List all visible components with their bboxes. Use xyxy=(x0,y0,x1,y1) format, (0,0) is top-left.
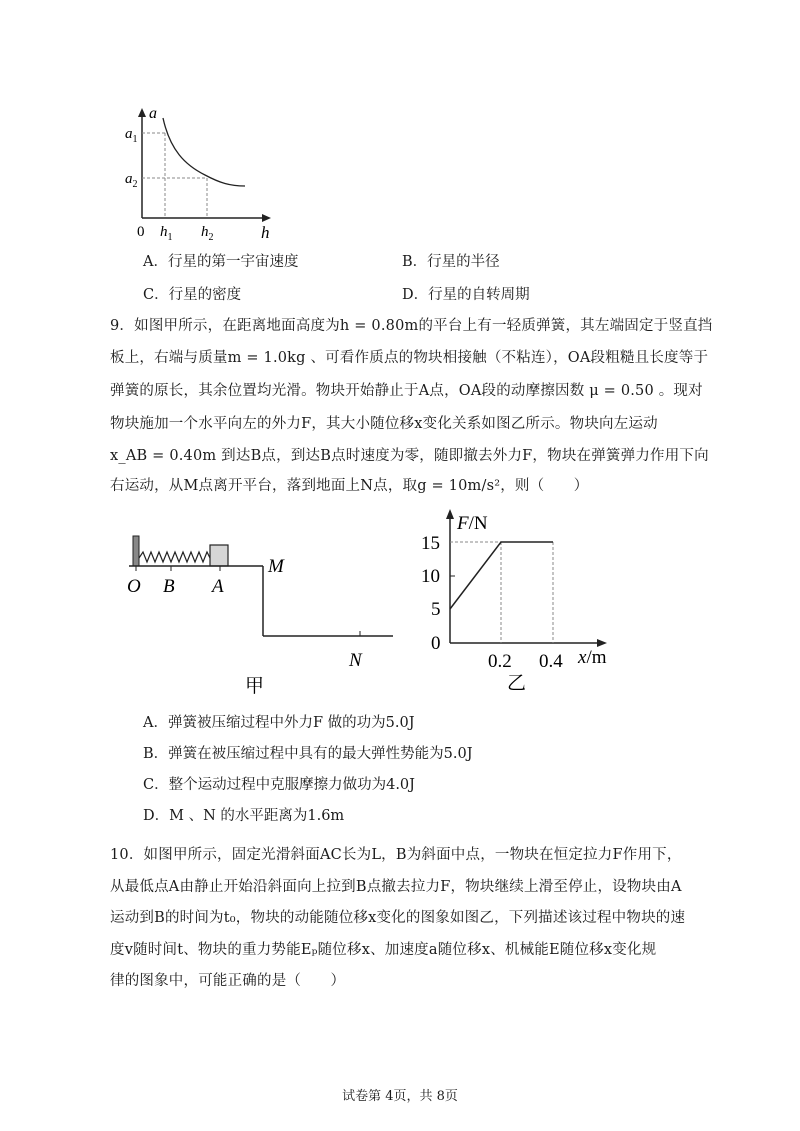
svg-text:N: N xyxy=(349,650,362,671)
q8-option-c: C．行星的密度 xyxy=(143,287,242,303)
figure-yi-caption: 乙 xyxy=(507,673,527,694)
q10-line-1: 10．如图甲所示，固定光滑斜面AC长为L，B为斜面中点，一物块在恒定拉力F作用下， xyxy=(110,847,682,863)
svg-text:a2: $a_2$ xyxy=(125,171,138,190)
q8-option-b: B．行星的半径 xyxy=(402,254,500,270)
q9-option-a: A．弹簧被压缩过程中外力F 做的功为5.0J xyxy=(143,715,415,731)
figure-yi-f-x-graph xyxy=(415,505,655,700)
q9-option-c: C．整个运动过程中克服摩擦力做功为4.0J xyxy=(143,777,415,793)
svg-text:15: 15 xyxy=(421,533,440,554)
q9-line-2: 板上，右端与质量m = 1.0kg 、可看作质点的物块相接触（不粘连），OA段粗糙且长度等于 xyxy=(110,350,709,366)
svg-text:5: 5 xyxy=(431,599,441,620)
q9-option-d: D．M 、N 的水平距离为1.6m xyxy=(143,808,345,824)
svg-text:F/N: F/N xyxy=(457,513,488,534)
page-footer: 试卷第 4页，共 8页 xyxy=(342,1089,458,1104)
svg-text:a1: $a_1$ xyxy=(125,126,138,145)
a-h-graph xyxy=(125,100,285,240)
svg-text:B: B xyxy=(163,576,175,597)
q10-line-3: 运动到B的时间为t₀，物块的动能随位移x变化的图象如图乙，下列描述该过程中物块的速 xyxy=(110,910,686,926)
q9-line-3: 弹簧的原长，其余位置均光滑。物块开始静止于A点，OA段的动摩擦因数 μ = 0.50 。现对 xyxy=(110,383,703,399)
svg-text:h2: $h_2$ xyxy=(201,224,214,240)
svg-text:h1: $h_1$ xyxy=(160,224,173,240)
svg-text:x/m: x/m xyxy=(578,647,607,668)
svg-text:0: 0 xyxy=(431,633,441,654)
svg-text:M: M xyxy=(268,556,284,577)
q8-option-d: D．行星的自转周期 xyxy=(402,287,530,303)
svg-text:A: A xyxy=(212,576,224,597)
figure-jia-platform-diagram xyxy=(125,530,405,700)
q9-line-1: 9．如图甲所示，在距离地面高度为h = 0.80m的平台上有一轻质弹簧，其左端固定于竖直挡 xyxy=(110,318,713,334)
svg-text:0.4: 0.4 xyxy=(539,651,563,672)
q9-line-5: x_AB = 0.40m 到达B点，到达B点时速度为零，随即撤去外力F，物块在弹簧弹力作用下向 xyxy=(110,448,709,464)
svg-text:0.2: 0.2 xyxy=(488,651,512,672)
q10-line-5: 律的图象中，可能正确的是（ ） xyxy=(110,973,346,989)
q9-line-6: 右运动，从M点离开平台，落到地面上N点，取g = 10m/s²，则（ ） xyxy=(110,478,589,494)
svg-text:h: h xyxy=(261,223,270,240)
svg-text:0: 0 xyxy=(137,224,145,240)
svg-text:10: 10 xyxy=(421,566,440,587)
q10-line-2: 从最低点A由静止开始沿斜面向上拉到B点撤去拉力F，物块继续上滑至停止，设物块由A xyxy=(110,879,682,895)
q9-line-4: 物块施加一个水平向左的外力F，其大小随位移x变化关系如图乙所示。物块向左运动 xyxy=(110,416,658,432)
y-axis-label: a xyxy=(149,105,157,122)
q10-line-4: 度v随时间t、物块的重力势能Eₚ随位移x、加速度a随位移x、机械能E随位移x变化规 xyxy=(110,942,657,958)
svg-text:O: O xyxy=(127,576,141,597)
q9-option-b: B．弹簧在被压缩过程中具有的最大弹性势能为5.0J xyxy=(143,746,473,762)
figure-jia-caption: 甲 xyxy=(245,676,265,697)
q8-option-a: A．行星的第一宇宙速度 xyxy=(143,254,299,270)
